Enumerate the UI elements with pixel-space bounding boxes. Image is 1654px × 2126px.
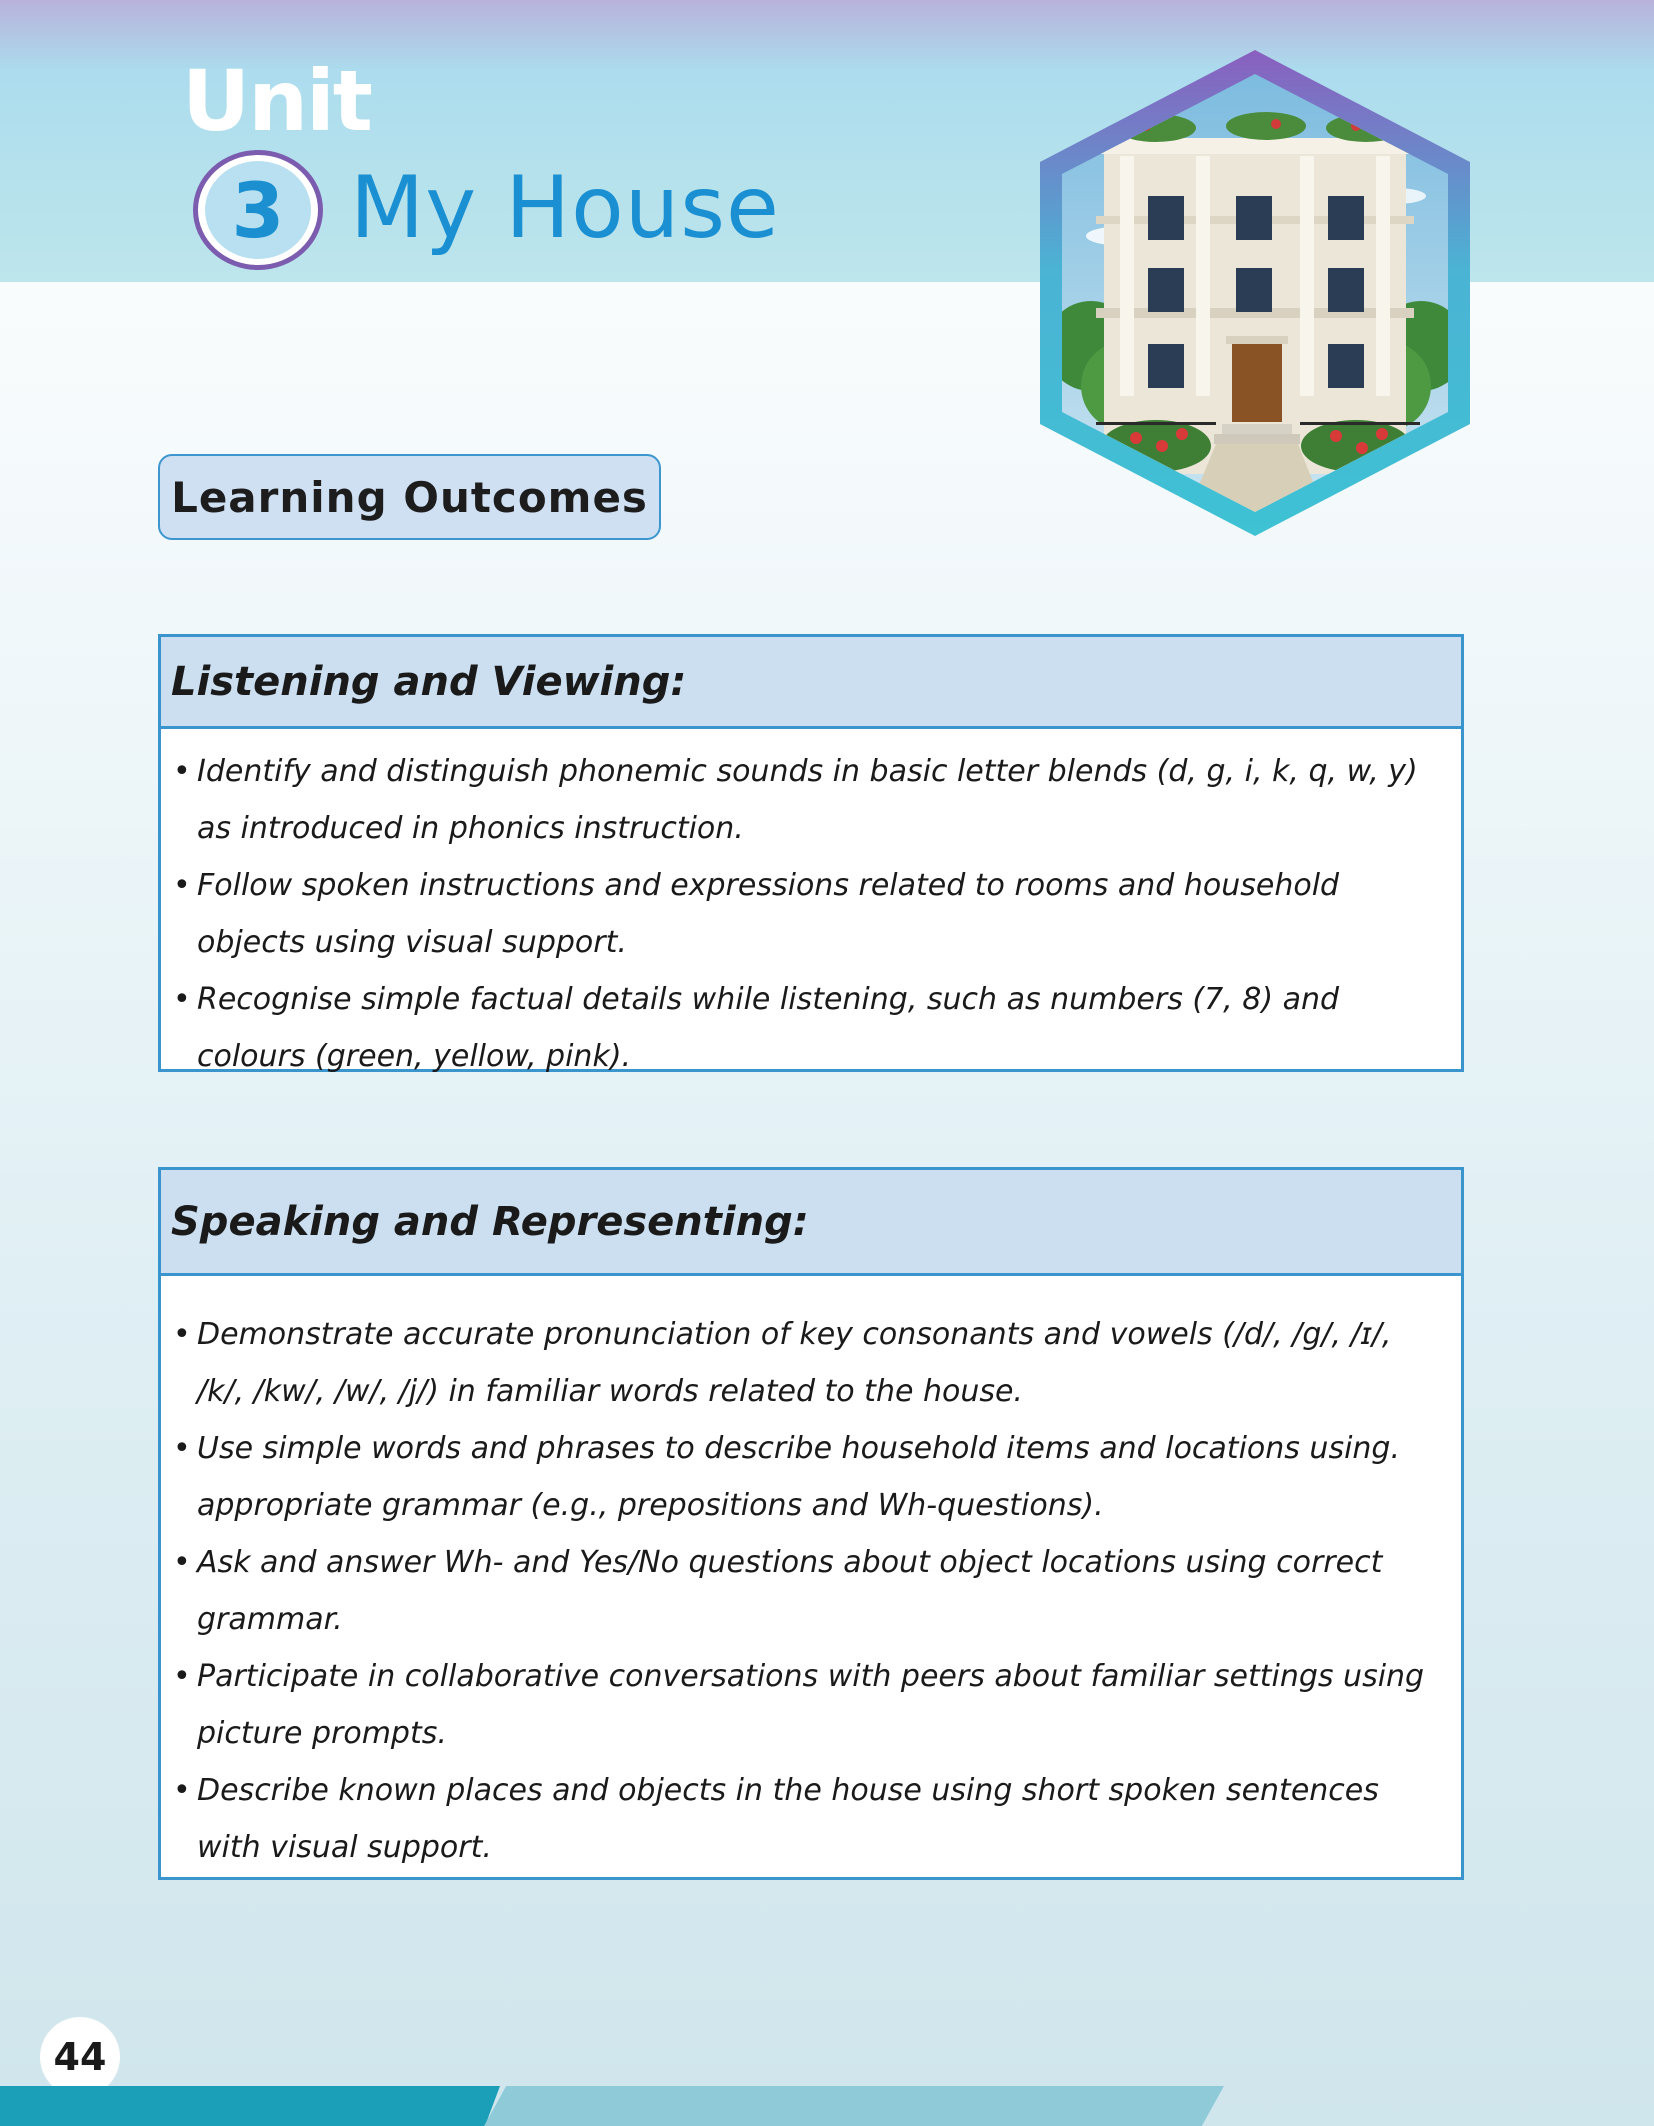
list-item: • Recognise simple factual details while listening, such as numbers (7, 8) and colours (green, yellow, pink). — [173, 971, 1431, 1085]
page-title: My House — [350, 158, 780, 258]
section-heading: Listening and Viewing: — [161, 637, 1461, 729]
unit-label: Unit — [182, 52, 371, 150]
list-item: • Describe known places and objects in the house using short spoken sentences with visual support. — [173, 1762, 1431, 1876]
footer-bar — [0, 2086, 500, 2126]
list-item: • Demonstrate accurate pronunciation of key consonants and vowels (/d/, /g/, /ɪ/, /k/, /kw/, /w/, /j/) in familiar words related to the house. — [173, 1306, 1431, 1420]
learning-outcomes-label: Learning Outcomes — [158, 454, 661, 540]
list-item: • Identify and distinguish phonemic sounds in basic letter blends (d, g, i, k, q, w, y) as introduced in phonics instruction. — [173, 743, 1431, 857]
list-item: • Ask and answer Wh- and Yes/No questions about object locations using correct grammar. — [173, 1534, 1431, 1648]
unit-number: 3 — [205, 161, 311, 259]
house-illustration — [1036, 46, 1474, 540]
outcomes-list — [161, 1276, 1461, 1876]
speaking-representing-section — [158, 1167, 1464, 1880]
list-item: • Participate in collaborative conversations with peers about familiar settings using picture prompts. — [173, 1648, 1431, 1762]
section-heading: Speaking and Representing: — [161, 1170, 1461, 1276]
list-item: • Use simple words and phrases to describe household items and locations using. appropriate grammar (e.g., prepositions and Wh-questions). — [173, 1420, 1431, 1534]
house-icon — [1036, 46, 1474, 540]
outcomes-list — [161, 729, 1461, 1085]
unit-number-badge — [193, 150, 323, 270]
page-number: 44 — [40, 2017, 120, 2097]
footer-bar-accent — [484, 2086, 1224, 2126]
list-item: • Follow spoken instructions and expressions related to rooms and household objects using visual support. — [173, 857, 1431, 971]
listening-viewing-section — [158, 634, 1464, 1072]
